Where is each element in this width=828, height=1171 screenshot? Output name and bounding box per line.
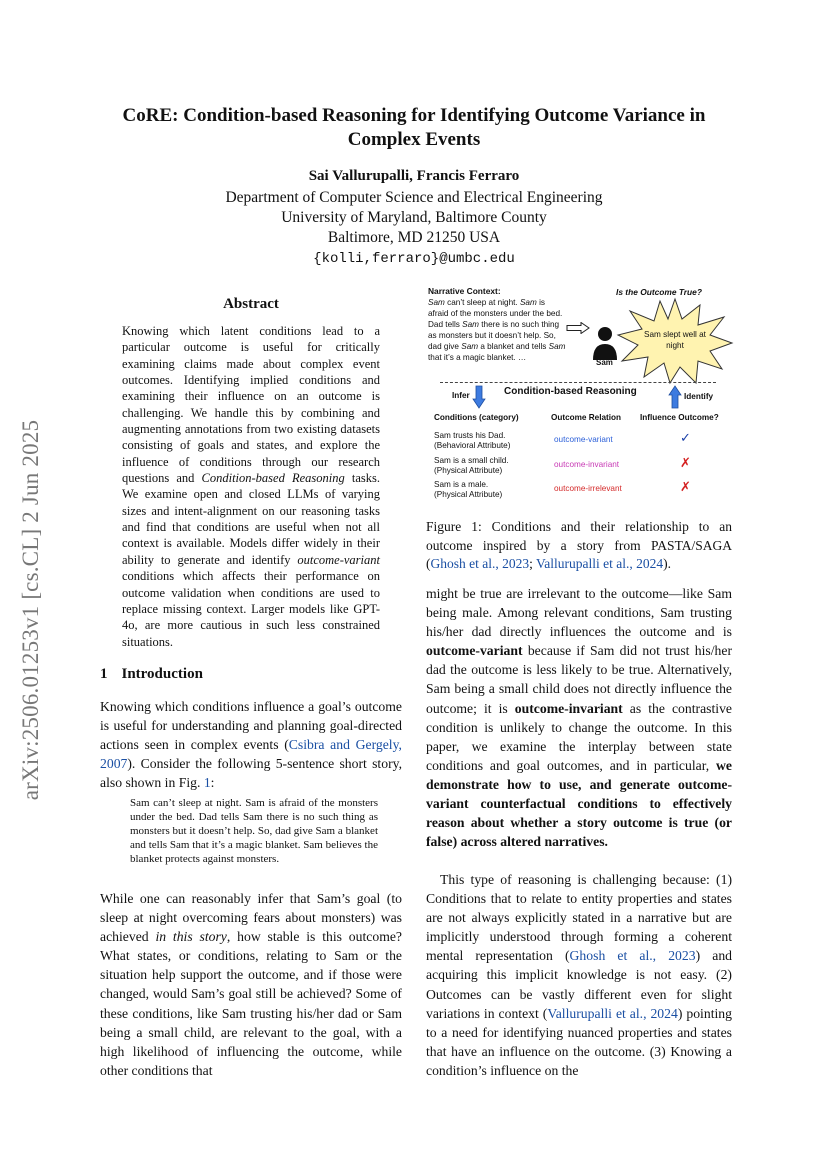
- right-paragraph-2: [426, 870, 732, 1080]
- arxiv-stamp: [16, 376, 46, 844]
- person-icon: [592, 326, 618, 362]
- intro-p1-text-b: ). Consider the following 5-sentence short story, also shown in Fig.: [100, 756, 402, 791]
- condition-row-1: [434, 431, 510, 452]
- narrative-name: Sam: [519, 298, 537, 307]
- caption-separator: ;: [529, 556, 537, 572]
- check-icon: ✓: [680, 430, 691, 445]
- outcome-text: Sam slept well at night: [644, 330, 706, 350]
- narrative-fragment: is afraid of the monsters under the bed. Dad tells: [428, 298, 563, 330]
- right-p1-text-c: as the contrastive condition is unlikely to change the outcome. In this paper, we examine the interplay between state conditions and goal outcomes, and in particular,: [426, 700, 732, 773]
- column-header-influence: Influence Outcome?: [640, 413, 719, 422]
- term-outcome-variant: outcome-variant: [426, 643, 523, 659]
- right-p2-text-b: ) and acquiring this implicit knowledge is not easy. (2) Outcomes can be vastly different even for slight variations in context (: [426, 948, 733, 1021]
- affiliation-line-1: Department of Computer Science and Electrical Engineering: [225, 189, 603, 206]
- paper-title: [100, 104, 728, 152]
- caption-text-a: Figure 1: Conditions and their relationship to an outcome inspired by a story from PASTA/SAGA (: [426, 519, 732, 572]
- condition-row-2: [434, 456, 509, 477]
- condition-row-3: [434, 480, 502, 501]
- right-paragraph-1: [426, 584, 732, 851]
- condition-text: Sam trusts his Dad.: [434, 431, 506, 440]
- right-p1-text-a: might be true are irrelevant to the outcome—like Sam being male. Among relevant conditions, Sam trusting his/her dad directly influences the outcome and is: [426, 586, 732, 640]
- condition-category: (Physical Attribute): [434, 466, 503, 476]
- section-title: Introduction: [121, 666, 203, 682]
- affiliation-line-2: University of Maryland, Baltimore County: [281, 209, 547, 226]
- relation-label-3: outcome-irrelevant: [554, 484, 622, 493]
- narrative-fragment: can’t sleep at night.: [444, 298, 520, 307]
- title-line-2: Complex Events: [347, 129, 481, 150]
- abstract-text-3: conditions which affects their performance on outcome validation when conditions are used to replace missing context. Larger models like GPT-4o, are more cautious in such less constrained situations.: [122, 569, 380, 649]
- abstract-text-1: Knowing which latent conditions lead to a particular outcome is useful for critically examining claims made about complex event outcomes. Identifying implied conditions and examining their influence on an outcome is challenging. We handle this by combining and augmenting annotations from two existing datasets consisting of goals and states, and explore the influence of conditions through our research questions and: [122, 324, 380, 486]
- condition-text: Sam is a male.: [434, 480, 489, 489]
- right-p1-text-b: because if Sam did not trust his/her dad the outcome is less likely to be true. Alternatively, Sam being a small child does not directly influence the outcome; it is: [426, 643, 732, 716]
- intro-p2-emphasis: in this story: [155, 929, 227, 945]
- narrative-name: Sam: [462, 320, 479, 330]
- narrative-fragment: there is no such thing as monsters but it doesn’t help. So, dad give: [428, 320, 560, 352]
- narrative-name: Sam: [548, 342, 566, 352]
- right-p2-text-a: This type of reasoning is challenging because: (1) Conditions that to relate to entity properties and states are not always explicitly stated in a narrative but are implicitly understood through forming a coherent mental representation (: [426, 872, 732, 964]
- narrative-context-text: [428, 297, 566, 364]
- cross-icon: ✗: [680, 455, 691, 470]
- column-header-relation: Outcome Relation: [551, 413, 622, 422]
- figure-ref-link[interactable]: 1: [203, 775, 211, 791]
- intro-paragraph-2: [100, 889, 402, 1080]
- abstract-body: [122, 323, 380, 650]
- abstract-emphasis-2: outcome-variant: [297, 552, 380, 567]
- narrative-name: Sam: [461, 342, 479, 352]
- outcome-question: Is the Outcome True?: [616, 287, 702, 297]
- abstract-heading: Abstract: [223, 296, 279, 312]
- intro-p1-text-c: :: [210, 775, 215, 791]
- narrative-fragment: that it’s a magic blanket. …: [428, 353, 527, 363]
- abstract-emphasis-1: Condition-based Reasoning: [201, 471, 345, 486]
- figure-caption: [426, 518, 732, 574]
- person-label: Sam: [596, 358, 613, 367]
- condition-reasoning-banner: Condition-based Reasoning: [504, 386, 637, 397]
- section-number: 1: [100, 666, 108, 682]
- figure-divider: [440, 382, 716, 383]
- narrative-fragment: a blanket and tells: [478, 342, 549, 352]
- term-outcome-invariant: outcome-invariant: [514, 700, 623, 716]
- condition-category: (Behavioral Attribute): [434, 441, 511, 451]
- narrative-name: Sam: [428, 298, 445, 307]
- section-heading: [100, 666, 203, 683]
- down-arrow-icon: [472, 385, 486, 409]
- citation-link[interactable]: Ghosh et al., 2023: [569, 948, 696, 964]
- identify-label: Identify: [684, 392, 714, 401]
- narrative-context-label: Narrative Context:: [428, 286, 501, 296]
- right-p2-text-c: ) pointing to a need for identifying nuanced properties and states that have an influence on the outcome. (3) Knowing a condition’s influence on the: [426, 1005, 732, 1078]
- infer-label: Infer: [452, 391, 470, 400]
- citation-link[interactable]: Vallurupalli et al., 2024: [547, 1005, 678, 1021]
- contribution-statement: we demonstrate how to use, and generate outcome-variant counterfactual conditions to effectively reason about whether a story outcome is true (or false) across altered narratives.: [426, 757, 732, 850]
- condition-text: Sam is a small child.: [434, 456, 509, 465]
- column-header-conditions: Conditions (category): [434, 413, 519, 422]
- caption-text-b: ).: [663, 556, 671, 572]
- intro-paragraph-1: [100, 697, 402, 792]
- title-line-1: CoRE: Condition-based Reasoning for Identifying Outcome Variance in: [122, 105, 706, 126]
- intro-p2-text-a: While one can reasonably infer that Sam’s goal (to sleep at night overcoming fears about monsters) was achieved: [100, 891, 402, 945]
- affiliation-line-3: Baltimore, MD 21250 USA: [327, 229, 501, 246]
- cross-icon: ✗: [680, 479, 691, 494]
- citation-link[interactable]: Ghosh et al., 2023: [430, 556, 530, 572]
- intro-p1-text-a: Knowing which conditions influence a goal’s outcome is useful for understanding and planning goal-directed actions seen in complex events (: [100, 699, 402, 753]
- author-email: {kolli,ferraro}@umbc.edu: [313, 251, 515, 267]
- arxiv-stamp-text: arXiv:2506.01253v1 [cs.CL] 2 Jun 2025: [18, 419, 43, 801]
- figure-1: [424, 284, 732, 506]
- up-arrow-icon: [668, 385, 682, 409]
- citation-link[interactable]: Csibra and Gergely, 2007: [100, 737, 402, 772]
- citation-link[interactable]: Vallurupalli et al., 2024: [536, 556, 664, 572]
- authors: Sai Vallurupalli, Francis Ferraro: [308, 168, 520, 184]
- relation-label-1: outcome-variant: [554, 435, 613, 444]
- story-quote: Sam can’t sleep at night. Sam is afraid of the monsters under the bed. Dad tells Sam there is no such thing as monsters but it doesn’t help. So, dad give Sam a blanket and tells Sam that it’s a magic blanket. Sam believes the blanket protects against monsters.: [130, 797, 378, 866]
- abstract-text-2: tasks. We examine open and closed LLMs of varying sizes and intent-alignment on our reasoning tasks and find that conditions are useful when not all context is available. Models differ widely in their ability to generate and identify: [122, 471, 380, 567]
- intro-p2-text-b: , how stable is this outcome? What states, or conditions, relating to Sam or the situation help support the outcome, and if those were changed, would Sam’s goal still be achieved? Some of these conditions, like Sam trusting his/her dad or Sam being a small child, are relevant to the goal, with a high likelihood of influencing the outcome, while other conditions that: [100, 929, 402, 1078]
- right-arrow-icon: [566, 322, 590, 334]
- condition-category: (Physical Attribute): [434, 490, 503, 500]
- relation-label-2: outcome-invariant: [554, 460, 620, 469]
